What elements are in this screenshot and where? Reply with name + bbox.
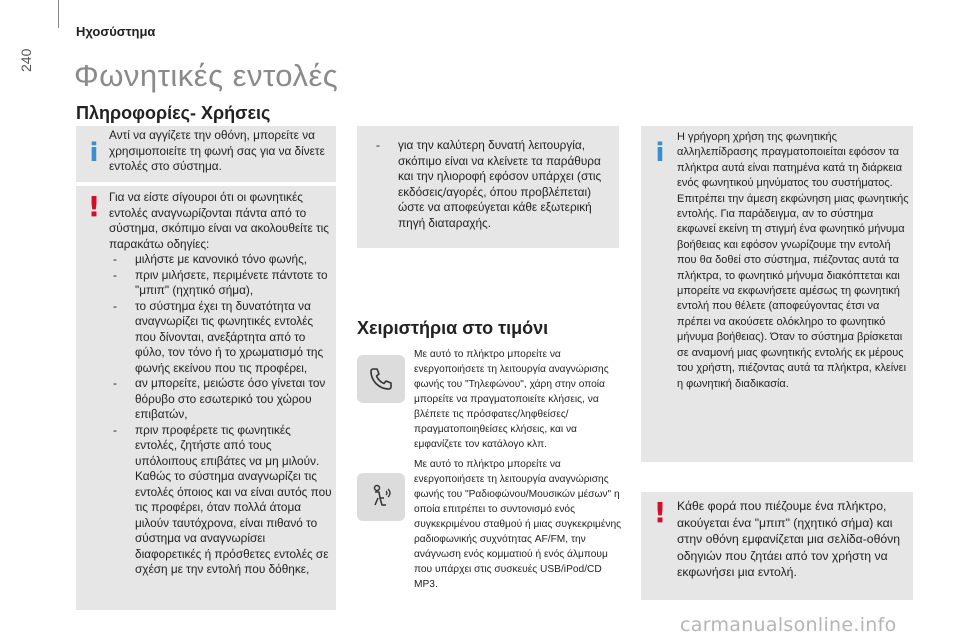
controls-heading: Χειριστήρια στο τιμόνι bbox=[357, 318, 549, 338]
voice-button-icon bbox=[357, 473, 405, 521]
warning-list bbox=[109, 252, 333, 578]
list-item: - το σύστημα έχει τη δυνατότητα να αναγνωρίζει τις φωνητικές εντολές που δίνονται, ανεξάρτητα από το φύλο, τον τόνο ή το χρωματισμό της φωνής εκείνου που τις προφέρει, bbox=[109, 299, 333, 377]
info-icon: i bbox=[655, 138, 665, 168]
info-icon: i bbox=[89, 138, 99, 168]
page-number: 240 bbox=[18, 48, 34, 72]
voice-button-text: Με αυτό το πλήκτρο μπορείτε να ενεργοποιήσετε τη λειτουργία αναγνώρισης φωνής του "Ραδιοφώνου/Μουσικών μέσων" η οποία επιτρέπει το συντονισμό ενός συγκεκριμένου σταθμού ή μιας συγκεκριμένης ραδιοφωνικής συχνότητας AF/FM, την ανάγνωση ενός κομματιού ή ενός άλμπουμ που υπάρχει στις συσκευές USB/iPod/CD MP3. bbox=[414, 459, 622, 590]
warning-text-2: Κάθε φορά που πιέζουμε ένα πλήκτρο, ακούγεται ένα "μπιπ" (ηχητικό σήμα) και στην οθόνη εμφανίζεται μια σελίδα-οθόνη οδηγιών που ζητάει από τον χρήστη να εκφωνήσει μια εντολή. bbox=[677, 499, 900, 579]
info-text-2: Η γρήγορη χρήση της φωνητικής αλληλεπίδρασης πραγματοποιείται εφόσον τα πλήκτρα αυτά είναι πατημένα κατά τη διάρκεια ενός φωνητικού μηνύματος του συστήματος. Επιτρέπει την άμεση εκφώνηση μιας φωνητικής εντολής. Για παράδειγμα, αν το σύστημα εκφωνεί εκείνη τη στιγμή ένα φωνητικό μήνυμα βοήθειας και εφόσον γνωρίζουμε την εντολή που θα δοθεί στο σύστημα, πιέζοντας αυτά τα πλήκτρα, το φωνητικό μήνυμα διακόπτεται και μπορείτε να εκφωνήσετε αμέσως τη φωνητική εντολή που θέλετε (αποφεύγοντας έτσι να πρέπει να ακούσετε ολόκληρο το φωνητικό μήνυμα βοήθειας). Όταν το σύστημα βρίσκεται σε αναμονή μιας φωνητικής εντολής εκ μέρους του χρήστη, πιέζοντας αυτά τα πλήκτρα, κλείνει η φωνητική διαδικασία. bbox=[677, 131, 909, 390]
list-item: - μιλήστε με κανονικό τόνο φωνής, bbox=[109, 252, 333, 268]
list-item: - για την καλύτερη δυνατή λειτουργία, σκόπιμο είναι να κλείνετε τα παράθυρα και την ηλιοροφή εφόσον υπάρχει (στις εκδόσεις/αγορές, όπου προβλέπεται) ώστε να αποφεύγεται κάθε εξωτερική πηγή διαταραχής. bbox=[372, 138, 616, 231]
warning-intro: Για να είστε σίγουροι ότι οι φωνητικές εντολές αναγνωρίζονται πάντα από το σύστημα, σκόπιμο είναι να ακολουθείτε τις παρακάτω οδηγίες: bbox=[109, 190, 329, 251]
page-subtitle: Πληροφορίες- Χρήσεις bbox=[76, 103, 271, 123]
watermark: carmanualsonline.info bbox=[680, 614, 897, 636]
list-item: - αν μπορείτε, μειώστε όσο γίνεται τον θόρυβο στο εσωτερικό του χώρου επιβατών, bbox=[109, 376, 333, 423]
warning-content-1 bbox=[109, 190, 333, 578]
phone-icon bbox=[367, 365, 395, 393]
list-item: - πριν μιλήσετε, περιμένετε πάντοτε το "μπιπ" (ηχητικό σήμα), bbox=[109, 268, 333, 299]
margin-line bbox=[58, 0, 59, 28]
phone-button-icon bbox=[357, 355, 405, 403]
info-text-1: Αντί να αγγίζετε την οθόνη, μπορείτε να χρησιμοποιείτε τη φωνή σας για να δίνετε εντολές στο σύστημα. bbox=[109, 128, 325, 173]
section-header: Ηχοσύστημα bbox=[76, 24, 156, 39]
warning-icon: ! bbox=[87, 190, 101, 223]
phone-button-text: Με αυτό το πλήκτρο μπορείτε να ενεργοποιήσετε τη λειτουργία αναγνώρισης φωνής του "Τηλεφώνου", χάρη στην οποία μπορείτε να πραγματοποιείτε κλήσεις, να βλέπετε τις πρόσφατες/ληφθείσες/πραγματοποιηθείσες κλήσεις, και να εμφανίζετε τον κατάλογο κλπ. bbox=[414, 349, 609, 450]
warning-icon: ! bbox=[653, 496, 667, 529]
list-item: - πριν προφέρετε τις φωνητικές εντολές, ζητήστε από τους υπόλοιπους επιβάτες να μη μιλούν. Καθώς το σύστημα αναγνωρίζει τις εντολές όποιος και να είναι αυτός που τις προφέρει, όταν πολλά άτομα μιλούν ταυτόχρονα, είναι πιθανό το σύστημα να αναγνωρίσει διαφορετικές ή πρόσθετες εντολές σε σχέση με την εντολή που δόθηκε, bbox=[109, 423, 333, 578]
page-title: Φωνητικές εντολές bbox=[74, 58, 339, 93]
continued-list bbox=[372, 138, 616, 231]
voice-command-icon bbox=[367, 483, 395, 511]
